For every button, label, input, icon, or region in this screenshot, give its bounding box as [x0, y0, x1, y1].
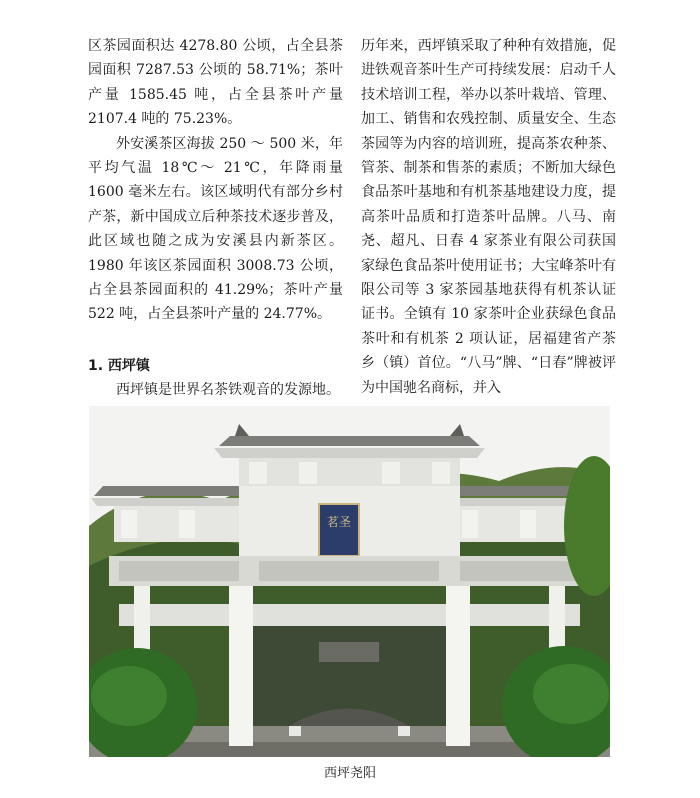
archway-photo — [89, 406, 610, 757]
left-paragraph-3: 西坪镇是世界名茶铁观音的发源地。 — [116, 382, 340, 399]
left-paragraph-2: 外安溪茶区海拔 250 ～ 500 米，年平均气温 18℃～ 21℃，年降雨量 1600 毫米左右。该区域明代有部分乡村产茶，新中国成立后种茶技术逐步普及，此区域也随之成为安溪县内新茶区。1980 年该区茶园面积 3008.73 公顷，占全县茶园面积的 41.29%；茶叶产量 522 吨，占全县茶叶产量的 24.77%。 — [88, 135, 343, 323]
section-heading: 1. 西坪镇 — [88, 357, 150, 374]
left-paragraph-1: 区茶园面积达 4278.80 公顷，占全县茶园面积 7287.53 公顷的 58.71%；茶叶产量 1585.45 吨，占全县茶叶产量 2107.4 吨的 75.23%。 — [88, 38, 343, 128]
right-text-column — [361, 34, 616, 400]
left-text-column — [88, 34, 343, 403]
plaque-text: 茗圣 — [326, 515, 352, 529]
photo-caption: 西坪尧阳 — [323, 766, 376, 781]
section-gap — [88, 327, 343, 354]
right-paragraph-1: 历年来，西坪镇采取了种种有效措施，促进铁观音茶叶生产可持续发展：启动千人技术培训工程，举办以茶叶栽培、管理、加工、销售和农残控制、质量安全、生态茶园等为内容的培训班，提高茶农种茶、管茶、制茶和售茶的素质；不断加大绿色食品茶叶基地和有机茶基地建设力度，提高茶叶品质和打造茶叶品牌。八马、南尧、超凡、日春 4 家茶业有限公司获国家绿色食品茶叶使用证书；大宝峰茶叶有限公司等 3 家茶园基地获得有机茶认证证书。全镇有 10 家茶叶企业获绿色食品茶叶和有机茶 2 项认证，居福建省产茶乡（镇）首位。“八马”牌、“日春”牌被评为中国驰名商标，并入 — [361, 38, 616, 396]
